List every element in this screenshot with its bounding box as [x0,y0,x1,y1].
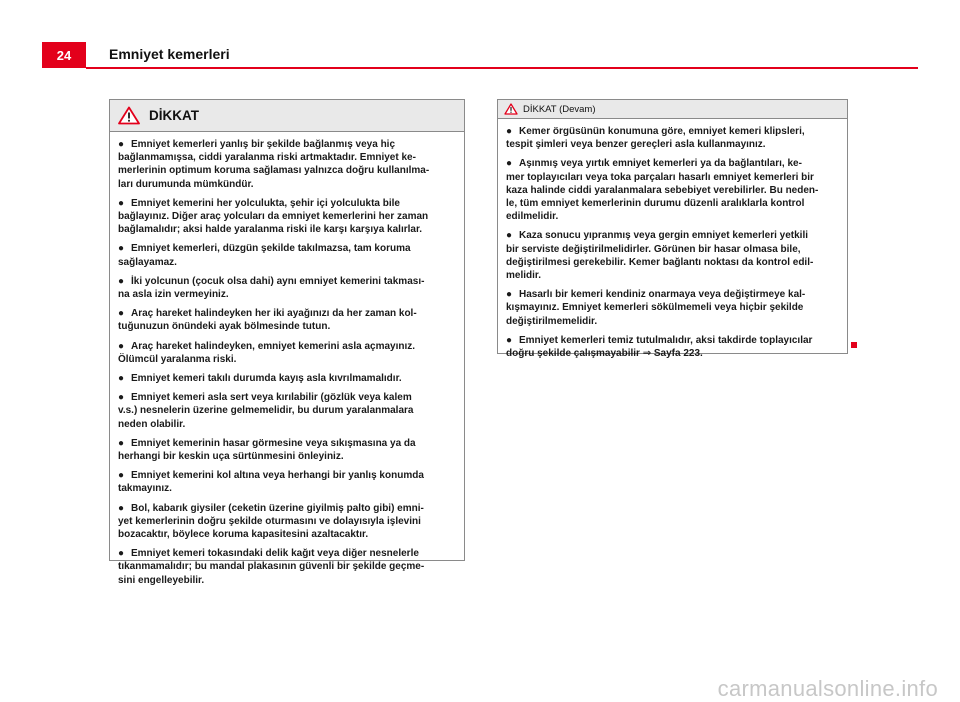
warning-item [506,229,839,282]
warning-item-line: bağlamalıdır; aksi halde yaralanma riski ile karşı karşıya kalırlar. [118,224,423,236]
warning-item-line: Emniyet kemerleri temiz tutulmalıdır, aksi takdirde toplayıcılar [519,334,813,346]
warning-item-line: Kemer örgüsünün konumuna göre, emniyet kemeri klipsleri, [519,126,805,137]
warning-item-line: tıkanmamalıdır; bu mandal plakasının güvenli bir şekilde geçme- [118,561,425,573]
warning-item-line: İki yolcunun (çocuk olsa dahi) aynı emniyet kemerini takması- [131,275,425,287]
warning-item-line: kışmayınız. Emniyet kemerleri sökülmemeli veya hiçbir şekilde [506,302,804,314]
warning-item [118,391,456,431]
warning-item-line: ları durumunda mümkündür. [118,178,254,190]
warning-item-line: Emniyet kemeri takılı durumda kayış asla kıvrılmamalıdır. [131,373,402,385]
warning-item [118,372,456,385]
warning-item [118,340,456,366]
warning-item-line: melidir. [506,270,542,282]
warning-item-line: bozacaktır, böylece koruma kapasitesini azaltacaktır. [118,529,369,541]
bullet-icon: ● [118,308,125,320]
bullet-icon: ● [118,275,125,287]
bullet-icon: ● [118,502,125,514]
warning-item-line: neden olabilir. [118,418,186,430]
bullet-icon: ● [118,392,125,404]
warning-title: DİKKAT (Devam) [523,103,596,115]
warning-box [109,99,465,586]
header-rule [86,67,918,69]
bullet-icon: ● [506,158,513,170]
bullet-icon: ● [118,437,125,449]
bullet-icon: ● [506,126,513,137]
warning-item [118,197,456,237]
warning-item-line: Hasarlı bir kemeri kendiniz onarmaya veya değiştirmeye kal- [519,289,806,301]
warning-item [506,125,839,151]
warning-item-line: Emniyet kemerleri yanlış bir şekilde bağlanmış veya hiç [131,139,396,150]
warning-item-line: bağlayınız. Diğer araç yolcuları da emniyet kemerlerini her zaman [118,211,429,223]
warning-item-line: le, tüm emniyet kemerlerinin durumu düzenli aralıklarla kontrol [506,198,805,210]
warning-item [118,437,456,463]
warning-box-continued [497,99,848,360]
warning-item [118,469,456,495]
warning-item [118,275,456,301]
warning-item [118,138,456,191]
warning-item-line: Ölümcül yaralanma riski. [118,353,237,365]
warning-item-line: bağlanmamışsa, ciddi yaralanma riski artmaktadır. Emniyet ke- [118,152,416,164]
warning-item-line: Emniyet kemeri asla sert veya kırılabilir (gözlük veya kalem [131,392,412,404]
warning-triangle-icon [504,103,518,115]
warning-box-header [110,100,464,132]
warning-box-header [498,100,847,119]
warning-item [118,547,456,587]
warning-item-line: tespit şimleri veya benzer gereçleri asla kullanmayınız. [506,139,766,151]
warning-item [506,334,839,360]
bullet-icon: ● [118,373,125,385]
page-number: 24 [42,42,86,68]
warning-item-line: takmayınız. [118,483,172,495]
warning-title: DİKKAT [149,108,199,123]
warning-list [110,132,464,587]
warning-item-line: Emniyet kemerini kol altına veya herhangi bir yanlış konumda [131,470,424,482]
bullet-icon: ● [118,340,125,352]
bullet-icon: ● [506,289,513,301]
bullet-icon: ● [118,243,125,255]
warning-item-line: Aşınmış veya yırtık emniyet kemerleri ya da bağlantıları, ke- [519,158,802,170]
warning-item-line: Emniyet kemerinin hasar görmesine veya sıkışmasına ya da [131,437,416,449]
warning-item-line: herhangi bir keskin uça sürtünmesini önleyiniz. [118,451,344,463]
warning-item-line: Kaza sonucu yıpranmış veya gergin emniyet kemerleri yetkili [519,230,809,242]
warning-item-line: edilmelidir. [506,211,559,223]
warning-item-line: doğru şekilde çalışmayabilir ⇒ Sayfa 223. [506,348,703,360]
bullet-icon: ● [118,139,125,150]
warning-item-line: yet kemerlerinin doğru şekilde oturmasını ve dolayısıyla işlevini [118,515,421,527]
warning-item-line: Bol, kabarık giysiler (ceketin üzerine giyilmiş palto gibi) emni- [131,502,424,514]
section-title: Emniyet kemerleri [109,46,230,62]
warning-item [118,502,456,542]
warning-item-line: değiştirilmesi gerekebilir. Kemer bağlantı noktası da kontrol edil- [506,256,814,268]
bullet-icon: ● [118,197,125,209]
warning-item-line: Emniyet kemeri tokasındaki delik kağıt veya diğer nesnelerle [131,548,419,560]
warning-item [506,288,839,328]
warning-item-line: merlerinin optimum koruma sağlaması yalnızca doğru kullanılma- [118,165,430,177]
warning-item [118,307,456,333]
warning-item-line: Emniyet kemerleri, düzgün şekilde takılmazsa, tam koruma [131,243,411,255]
bullet-icon: ● [118,470,125,482]
warning-item-line: sini engelleyebilir. [118,574,205,586]
bullet-icon: ● [506,334,513,346]
warning-item-line: kaza halinde ciddi yaralanmalara sebebiyet verebilirler. Bu neden- [506,184,819,196]
watermark: carmanualsonline.info [717,676,938,701]
warning-item-line: sağlayamaz. [118,256,177,268]
warning-item-line: tuğunuzun önündeki ayak bölmesinde tutun. [118,321,331,333]
bullet-icon: ● [506,230,513,242]
warning-item-line: Araç hareket halindeyken her iki ayağınızı da her zaman kol- [131,308,417,320]
warning-item-line: bir serviste değiştirilmelidirler. Görünen bir hasar olmasa bile, [506,243,801,255]
warning-item-line: Araç hareket halindeyken, emniyet kemerini asla açmayınız. [131,340,416,352]
warning-item-line: mer toplayıcıları veya toka parçaları hasarlı emniyet kemerleri bir [506,171,814,183]
end-of-section-mark [851,342,857,348]
bullet-icon: ● [118,548,125,560]
warning-item-line: Emniyet kemerini her yolculukta, şehir içi yolculukta bile [131,197,400,209]
warning-item [118,242,456,268]
warning-item-line: v.s.) nesnelerin üzerine gelmemelidir, bu durum yaralanmalara [118,405,414,417]
warning-item-line: na asla izin vermeyiniz. [118,289,229,301]
warning-list [498,119,847,360]
warning-triangle-icon [118,106,140,125]
warning-item [506,157,839,223]
warning-item-line: değiştirilmemelidir. [506,315,598,327]
